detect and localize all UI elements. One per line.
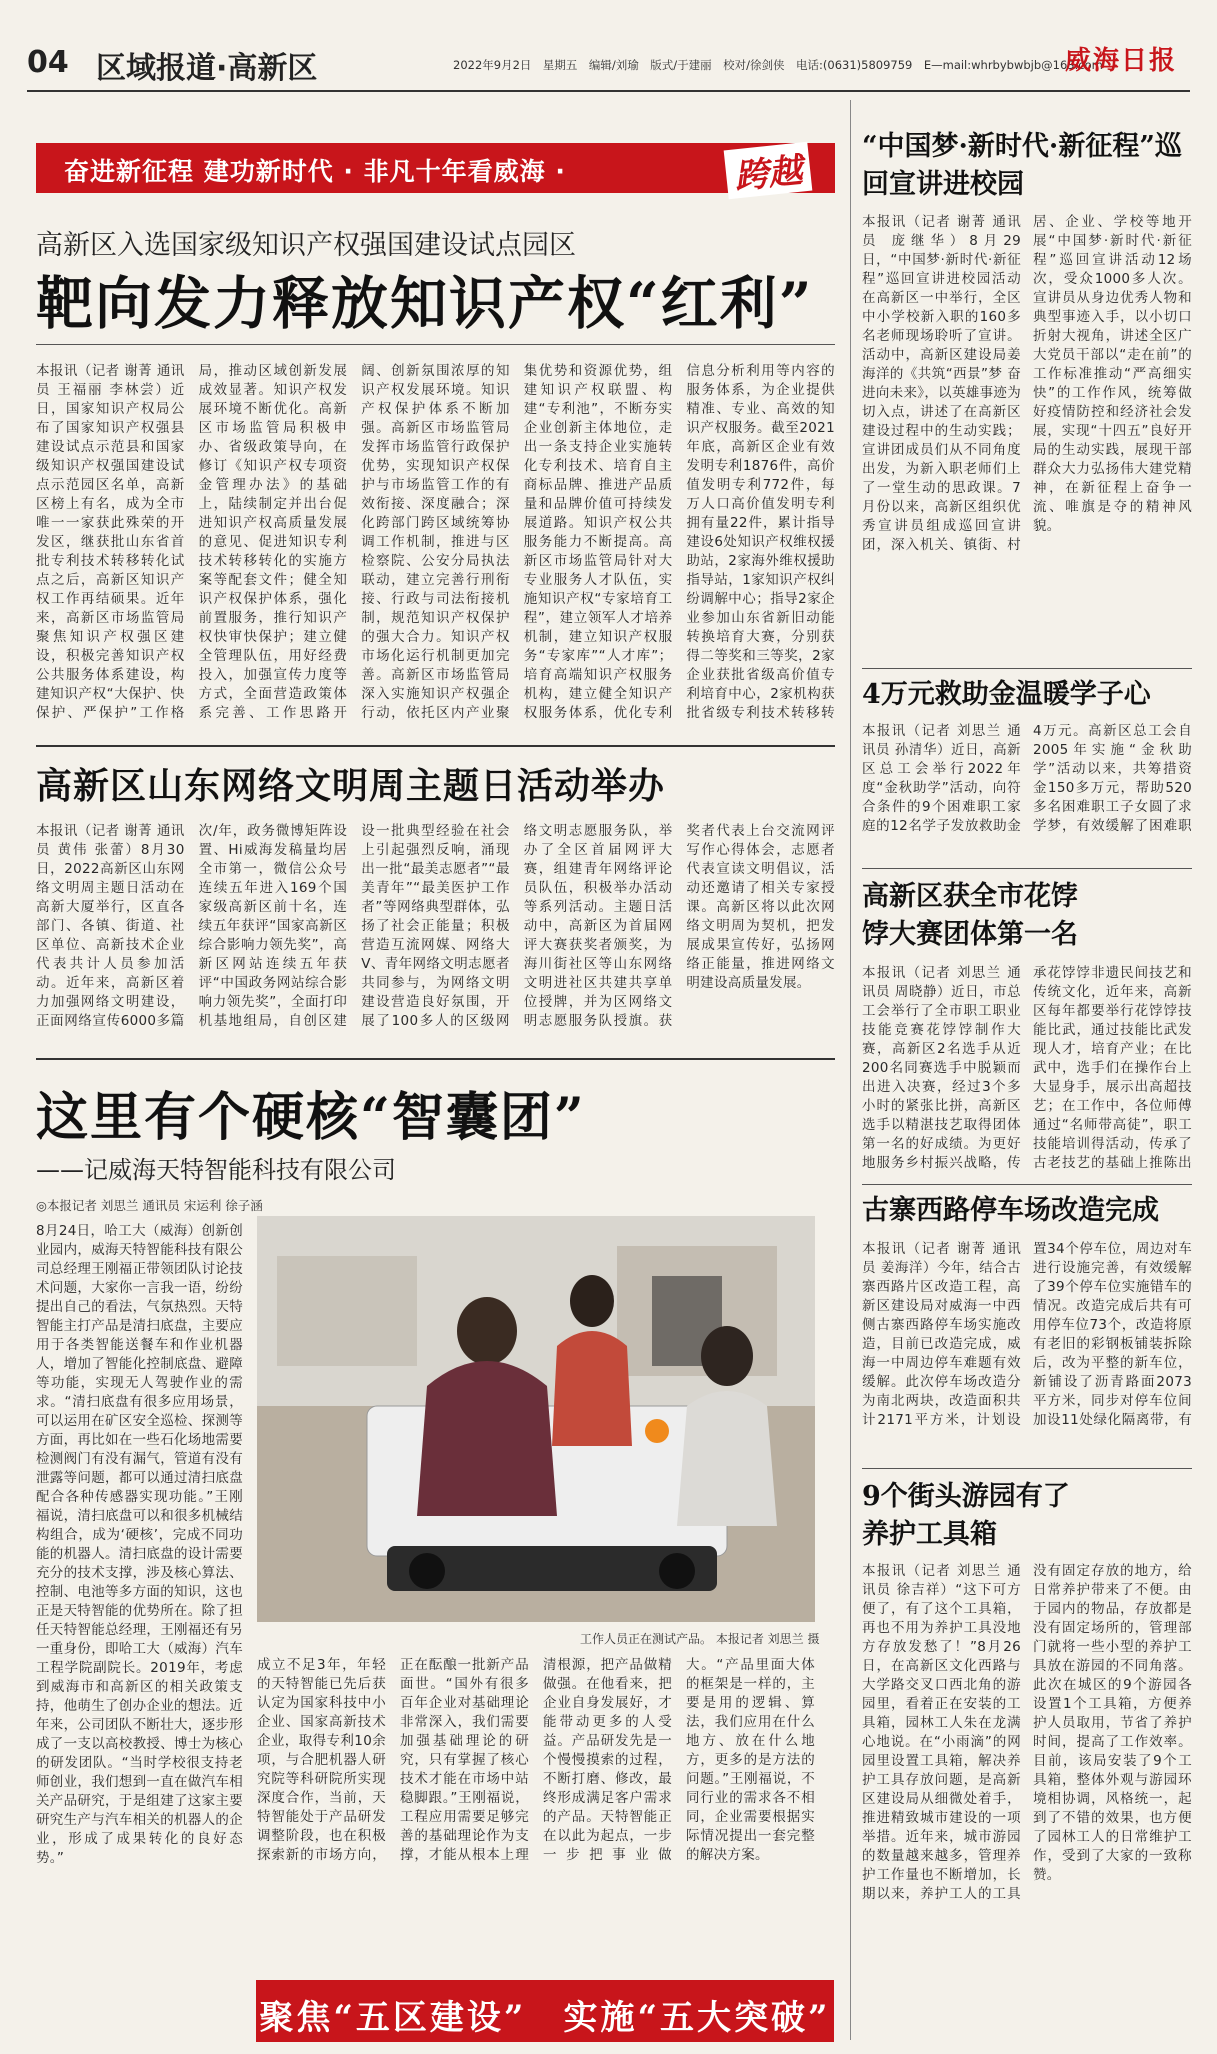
- series-banner-seal: 跨越: [724, 142, 813, 200]
- lead-headline: 靶向发力释放知识产权“红利”: [36, 270, 814, 337]
- sidebar-story2-headline: 4万元救助金温暖学子心: [862, 679, 1151, 710]
- series-banner-text: 奋进新征程 建功新时代 · 非凡十年看威海 ·: [64, 157, 566, 186]
- sidebar-story3-body: 本报讯（记者 刘思兰 通讯员 周晓静）近日，市总工会举行了全市职工职业技能竞赛花饽饽制作大赛，高新区2名选手从近200名同赛选手中脱颖而出进入决赛，经过3个多小时的紧张比拼，高新区选手以精湛技艺取得团体第一名的好成绩。为更好地服务乡村振兴战略，传承花饽饽非遗民间技艺和传统文化，近年来，高新区每年都要举行花饽饽技能比武，通过技能比武发现人才，培育产业；在比武中，选手们在操作台上大显身手，展示出高超技艺；在工作中，各位师傅通过“名师带高徒”，职工技能培训得活动，传承了古老技艺的基础上推陈出: [862, 965, 1192, 1171]
- sidebar-divider-3: [862, 1184, 1192, 1185]
- sidebar-story1-body: 本报讯（记者 谢菁 通讯员 庞继华）8月29日，“中国梦·新时代·新征程”巡回宣讲进校园活动在高新区一中举行，全区中小学校新入职的160多名老师现场聆听了宣讲。活动中，高新区建设局姜海洋的《共筑“西景”梦 奋进向未来》，以英雄事迹为切入点，讲述了在高新区建设过程中的生动实践；宣讲团成员们从不同角度出发，为新入职老师们上了一堂生动的思政课。7月份以来，高新区组织优秀宣讲员组成巡回宣讲团，深入机关、镇街、村居、企业、学校等地开展“中国梦·新时代·新征程”巡回宣讲活动12场次，受众1000多人次。宣讲员从身边优秀人物和典型事迹入手，以小切口折射大视角，讲述全区广大党员干部以“走在前”的工作标准推动“严高细实快”的工作作风，统筹做好疫情防控和经济社会发展，实现“十四五”良好开局的生动实践，展现干部群众大力弘扬伟大建党精神，在新征程上奋争一流、唯旗是夺的精神风貌。: [862, 214, 1192, 553]
- sidebar-divider-1: [862, 668, 1192, 669]
- feature-body-right: 成立不足3年，年轻的天特智能已先后获认定为国家科技中小企业、国家高新技术企业，取得专利10余项，与合肥机器人研究院等科研院所实现深度合作，当前，天特智能处于产品研发调整阶段，也在积极探索新的市场方向，正在酝酿一批新产品面世。“国外有很多百年企业对基础理论非常深入，我们需要加强基础理论的研究，只有掌握了核心技术才能在市场中站稳脚跟。”王刚福说，工程应用需要足够完善的基础理论作为支撑，才能从根本上理清根源，把产品做精做强。在他看来，把企业自身发展好，才能带动更多的人受益。产品研发先是一个慢慢摸索的过程，不断打磨、修改，最终形成满足客户需求的产品。天特智能正在以此为起点，一步一步把事业做大。“产品里面大体的框架是一样的，主要是用的逻辑、算法，我们应用在什么地方、放在什么地方，更多的是方法的问题。”王刚福说，不同行业的需求各不相同，企业需要根据实际情况提出一套完整的解决方案。: [257, 1657, 815, 1863]
- section-divider-2: [36, 1058, 835, 1060]
- feature-photo: [257, 1216, 815, 1622]
- section-divider: [36, 745, 835, 747]
- masthead: [0, 0, 1217, 120]
- sidebar-story3-headline: 高新区获全市花饽饽大赛团体第一名: [862, 881, 1078, 950]
- feature-headline: 这里有个硬核“智囊团”: [36, 1087, 586, 1148]
- bottom-slogan-text: 聚焦“五区建设” 实施“五大突破”: [259, 1998, 831, 2038]
- lead-kicker: 高新区入选国家级知识产权强国建设试点园区: [36, 230, 576, 261]
- sidebar-story2-body: 本报讯（记者 刘思兰 通讯员 孙清华）近日，高新区总工会举行2022年度“金秋助学”活动，向符合条件的9个困难职工家庭的12名学子发放救助金4万元。高新区总工会自2005年实施“金秋助学”活动以来，共筹措资金150多万元，帮助520多名困难职工子女圆了求学梦，有效缓解了困难职: [862, 723, 1192, 834]
- sidebar-story1-headline: “中国梦·新时代·新征程”巡回宣讲进校园: [862, 131, 1182, 200]
- photo-caption: 工作人员正在测试产品。 本报记者 刘思兰 摄: [580, 1632, 820, 1646]
- story2-headline: 高新区山东网络文明周主题日活动举办: [36, 765, 666, 807]
- story2-body: 本报讯（记者 谢菁 通讯员 黄伟 张蕾）8月30日，2022高新区山东网络文明周主题日活动在高新大厦举行，区直各部门、各镇、街道、社区单位、高新技术企业代表共计人员参加活动。近年来，高新区着力加强网络文明建设，正面网络宣传6000多篇次/年，政务微博矩阵设置、Hi威海发稿量均居全市第一，微信公众号连续五年进入169个国家级高新区前十名，连续五年获评“国家高新区综合影响力领先奖”，高新区网站连续五年获评“中国政务网站综合影响力领先奖”，全面打印机基地组局，自创区建设一批典型经验在社会上引起强烈反响，涌现出一批“最美志愿者”“最美青年”“最美医护工作者”等网络典型群体，弘扬了社会正能量；积极营造互流网媒、网络大V、青年网络文明志愿者共同参与，为网络文明建设营造良好氛围，开展了100多人的区级网络文明志愿服务队，举办了全区首届网评大赛，组建青年网络评论员队伍，积极举办活动等系列活动。主题日活动中，高新区为首届网评大赛获奖者颁奖，为海川街社区等山东网络文明进社区共建共享单位授牌，并为区网络文明志愿服务队授旗。获奖者代表上台交流网评写作心得体会，志愿者代表宣读文明倡议，活动还邀请了相关专家授课。高新区将以此次网络文明周为契机，把发展成果宣传好，弘扬网络正能量，推进网络文明建设高质量发展。: [36, 823, 835, 1029]
- page-number: 04: [27, 45, 69, 80]
- bottom-slogan-banner: [256, 1980, 834, 2042]
- sidebar-story5-headline: 9个街头游园有了养护工具箱: [862, 1481, 1070, 1550]
- feature-body-left: 8月24日，哈工大（威海）创新创业园内，威海天特智能科技有限公司总经理王刚福正带领团队讨论技术问题，大家你一言我一语，纷纷提出自己的看法，气氛热烈。天特智能主打产品是清扫底盘，主要应用于各类智能送餐车和作业机器人，增加了智能化控制底盘、避障等功能，实现无人驾驶作业的需求。“清扫底盘有很多应用场景，可以运用在矿区安全巡检、探测等方面，再比如在一些石化场地需要检测阀门有没有漏气，管道有没有泄露等问题，都可以通过清扫底盘配合各种传感器实现功能。”王刚福说，清扫底盘可以和很多机械结构组合，成为‘硬核’，完成不同功能的机器人。清扫底盘的设计需要充分的技术支撑，涉及核心算法、控制、电池等多方面的知识，这也正是天特智能的优势所在。除了担任天特智能总经理，王刚福还有另一重身份，即哈工大（威海）汽车工程学院副院长。2019年，考虑到威海市和高新区的相关政策支持，他萌生了创办企业的想法。近年来，公司团队不断壮大，逐步形成了一支以高校教授、博士为核心的研发团队。“当时学校很支持老师创业，我们想到一直在做汽车相关产品研究，于是组建了这家主要研究生产与汽车相关的机器人的企业，形成了成果转化的良好态势。”: [36, 1223, 243, 1866]
- feature-subtitle: ——记威海天特智能科技有限公司: [36, 1156, 396, 1184]
- sidebar-story4-body: 本报讯（记者 谢菁 通讯员 姜海洋）今年，结合古寨西路片区改造工程，高新区建设局对威海一中西侧古寨西路停车场实施改造，目前已改造完成，威海一中周边停车难题有效缓解。此次停车场改造分为南北两块，改造面积共计2171平方米，计划设置34个停车位，周边对车进行设施完善，有效缓解了39个停车位实施错车的情况。改造完成后共有可用停车位73个，改造将原有老旧的彩钢板铺装拆除后，改为平整的新车位，新铺设了沥青路面2073平方米，同步对停车位间加设11处绿化隔离带，有: [862, 1241, 1192, 1428]
- edition-meta: 2022年9月2日 星期五 编辑/刘瑜 版式/于建丽 校对/徐剑侠 电话:(0631)5809759 E—mail:whrbybwbjb@163.com: [453, 58, 1103, 72]
- section-name: 区域报道·高新区: [96, 51, 318, 86]
- lead-body: 本报讯（记者 谢菁 通讯员 王福丽 李林尝）近日，国家知识产权局公布了国家知识产权强县建设试点示范县和国家级知识产权强国建设试点示范园区名单，高新区榜上有名，成为全市唯一一家获此殊荣的开发区，继获批山东省首批专利技术转移转化试点之后，高新区知识产权工作再结硕果。近年来，高新区市场监管局聚焦知识产权强区建设，积极完善知识产权公共服务体系建设，构建知识产权“大保护、快保护、严保护”工作格局，推动区域创新发展成效显著。知识产权发展环境不断优化。高新区市场监管局积极申办、省级政策导向，在修订《知识产权专项资金管理办法》的基础上，陆续制定并出台促进知识产权高质量发展的意见、促进知识专利技术转移转化的实施方案等配套文件；健全知识产权保护体系，强化前置服务，推行知识产权快审快保护；建立健全管理队伍，用好经费投入，加强宣传力度等方式，全面营造政策体系完善、工作思路开阔、创新氛围浓厚的知识产权发展环境。知识产权保护体系不断加强。高新区市场监管局发挥市场监管行政保护优势，实现知识产权保护与市场监管工作的有效衔接、深度融合；深化跨部门跨区域统筹协调工作机制，推进与区检察院、公安分局执法联动，建立完善行刑衔接、行政与司法衔接机制，规范知识产权保护的强大合力。知识产权市场化运行机制更加完善。高新区市场监管局深入实施知识产权强企行动，依托区内产业聚集优势和资源优势，组建知识产权联盟、构建“专利池”，不断夯实企业创新主体地位，走出一条支持企业实施转化专利技术、培育自主商标品牌、推进产品质量和品牌价值可持续发展道路。知识产权公共服务能力不断提高。高新区市场监管局针对大专业服务人才队伍，实施知识产权“专家培育工程”，建立领军人才培养机制，建立知识产权服务“专家库”“人才库”；培育高端知识产权服务机构，建立健全知识产权服务体系，优化专利信息分析利用等内容的服务体系，为企业提供精准、专业、高效的知识产权服务。截至2021年底，高新区企业有效发明专利1876件，高价值发明专利772件，每万人口高价值发明专利拥有量22件，累计指导建设6处知识产权维权援助站，2家海外维权援助指导站，1家知识产权纠纷调解中心；指导2家企业参加山东省新旧动能转换培育大赛，分别获得二等奖和三等奖，2家企业获批省级高价值专利培育中心，2家机构获批省级专利技术转移转: [36, 363, 835, 721]
- newspaper-logo: 威海日报: [1065, 46, 1178, 76]
- feature-byline: ◎本报记者 刘思兰 通讯员 宋运利 徐子涵: [36, 1198, 263, 1213]
- lead-rule: [36, 344, 835, 345]
- sidebar-divider-2: [862, 868, 1192, 869]
- sidebar-story4-headline: 古寨西路停车场改造完成: [862, 1195, 1159, 1226]
- sidebar-rule: [850, 100, 851, 2040]
- robot-lab-photo: [257, 1216, 815, 1622]
- series-banner: [36, 143, 835, 198]
- sidebar-divider-4: [862, 1468, 1192, 1469]
- header-rule: [27, 90, 1190, 92]
- sidebar-story5-body: 本报讯（记者 刘思兰 通讯员 徐吉祥）“这下可方便了，有了这个工具箱，再也不用为养护工具没地方存放发愁了！”8月26日，在高新区文化西路与大学路交叉口西北角的游园里，看着正在安装的工具箱，园林工人朱在龙满心地说。在“小雨滴”的网园里设置工具箱，解决养护工具存放问题，是高新区建设局从细微处着手，推进精致城市建设的一项举措。近年来，城市游园的数量越来越多，管理养护工作量也不断增加，长期以来，养护工人的工具没有固定存放的地方，给日常养护带来了不便。由于园内的物品，存放都是没有固定场所的，管理部门就将一些小型的养护工具放在游园的不同角落。此次在城区的9个游园各设置1个工具箱，方便养护人员取用，节省了养护时间，提高了工作效率。目前，该局安装了9个工具箱，整体外观与游园环境相协调，风格统一，起到了不错的效果，也方便了园林工人的日常维护工作，受到了大家的一致称赞。: [862, 1563, 1192, 1902]
